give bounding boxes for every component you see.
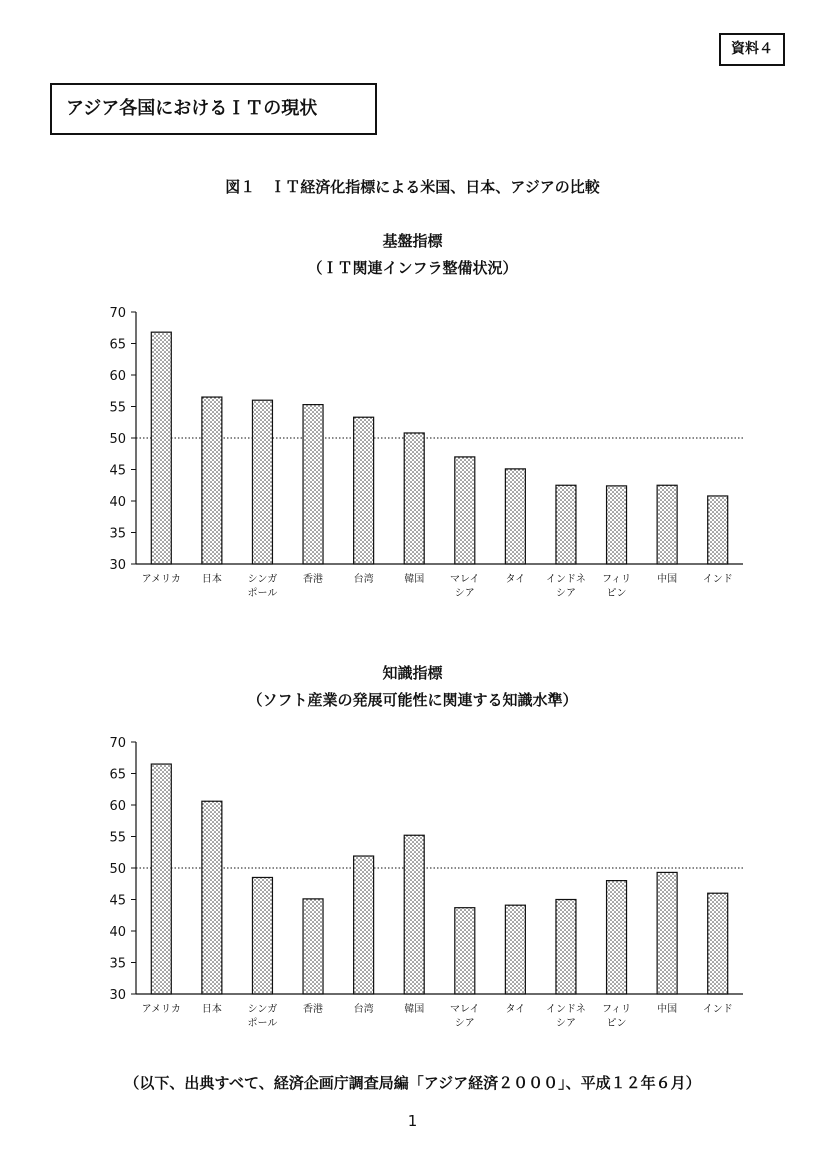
- x-tick-label: 日本: [201, 574, 222, 585]
- y-tick-label: 45: [109, 463, 126, 479]
- y-tick-label: 60: [109, 799, 126, 814]
- x-tick-label: インド: [702, 1004, 733, 1015]
- bar: [404, 433, 424, 564]
- bar: [657, 872, 677, 994]
- x-tick-label: タイ: [505, 1004, 526, 1015]
- x-tick-label: インド: [702, 574, 733, 585]
- x-tick-label: マレイシア: [450, 574, 480, 599]
- bar: [252, 400, 272, 564]
- bar: [455, 457, 475, 564]
- chart1-subtitle: （ＩＴ関連インフラ整備状況）: [307, 259, 518, 277]
- x-tick-label: 台湾: [353, 574, 374, 585]
- bar: [455, 908, 475, 994]
- x-tick-label: フィリピン: [601, 574, 632, 599]
- bar: [303, 405, 323, 564]
- x-tick-label: マレイシア: [450, 1004, 480, 1029]
- y-tick-label: 55: [109, 400, 126, 416]
- y-tick-label: 65: [109, 767, 126, 783]
- x-tick-label: シンガポール: [247, 1004, 278, 1029]
- bar: [202, 397, 222, 564]
- x-tick-label: 中国: [657, 1004, 678, 1015]
- y-tick-label: 35: [109, 956, 126, 972]
- x-tick-label: インドネシア: [546, 1004, 586, 1029]
- source-footnote: （以下、出典すべて、経済企画庁調査局編「アジア経済２０００」、平成１２年６月）: [124, 1074, 701, 1092]
- y-tick-label: 35: [109, 526, 126, 542]
- bar: [252, 877, 272, 994]
- y-tick-label: 50: [109, 862, 126, 877]
- bar: [556, 485, 576, 564]
- y-tick-label: 30: [109, 988, 126, 1003]
- bar: [505, 905, 525, 994]
- bar: [151, 332, 171, 564]
- x-tick-label: 香港: [303, 1004, 324, 1015]
- x-tick-label: 韓国: [404, 1004, 425, 1015]
- document-label: 資料４: [719, 33, 785, 66]
- x-tick-label: 日本: [201, 1004, 222, 1015]
- x-tick-label: フィリピン: [601, 1004, 632, 1029]
- bar: [556, 900, 576, 995]
- page-heading: アジア各国におけるＩＴの現状: [50, 83, 377, 135]
- x-tick-label: 韓国: [404, 574, 425, 585]
- x-tick-label: 台湾: [353, 1004, 374, 1015]
- bar: [202, 801, 222, 994]
- bar: [354, 856, 374, 994]
- chart2-subtitle: （ソフト産業の発展可能性に関連する知識水準）: [247, 691, 578, 709]
- x-tick-label: 中国: [657, 574, 678, 585]
- y-tick-label: 30: [109, 558, 126, 573]
- y-tick-label: 55: [109, 830, 126, 846]
- page-number: 1: [407, 1112, 418, 1130]
- y-tick-label: 70: [109, 306, 126, 321]
- x-tick-label: インドネシア: [546, 574, 586, 599]
- x-tick-label: シンガポール: [247, 574, 278, 599]
- x-tick-label: 香港: [303, 574, 324, 585]
- chart2-knowledge-index: [0, 725, 825, 1045]
- bar: [404, 835, 424, 994]
- chart2-title: 知識指標: [382, 664, 443, 682]
- chart1-title: 基盤指標: [382, 232, 443, 250]
- y-tick-label: 40: [109, 925, 126, 940]
- y-tick-label: 45: [109, 893, 126, 909]
- bar: [151, 764, 171, 994]
- x-tick-label: タイ: [505, 574, 526, 585]
- y-tick-label: 40: [109, 495, 126, 510]
- bar: [607, 486, 627, 564]
- bar: [505, 469, 525, 564]
- bar: [303, 899, 323, 994]
- y-tick-label: 50: [109, 432, 126, 447]
- bar: [354, 417, 374, 564]
- x-tick-label: アメリカ: [141, 1004, 181, 1015]
- figure-title: 図１ ＩＴ経済化指標による米国、日本、アジアの比較: [225, 178, 600, 196]
- bar: [708, 893, 728, 994]
- y-tick-label: 70: [109, 736, 126, 751]
- chart1-infrastructure-index: [0, 295, 825, 615]
- bar: [657, 485, 677, 564]
- bar: [708, 496, 728, 564]
- bar: [607, 881, 627, 994]
- y-tick-label: 65: [109, 337, 126, 353]
- y-tick-label: 60: [109, 369, 126, 384]
- x-tick-label: アメリカ: [141, 574, 181, 585]
